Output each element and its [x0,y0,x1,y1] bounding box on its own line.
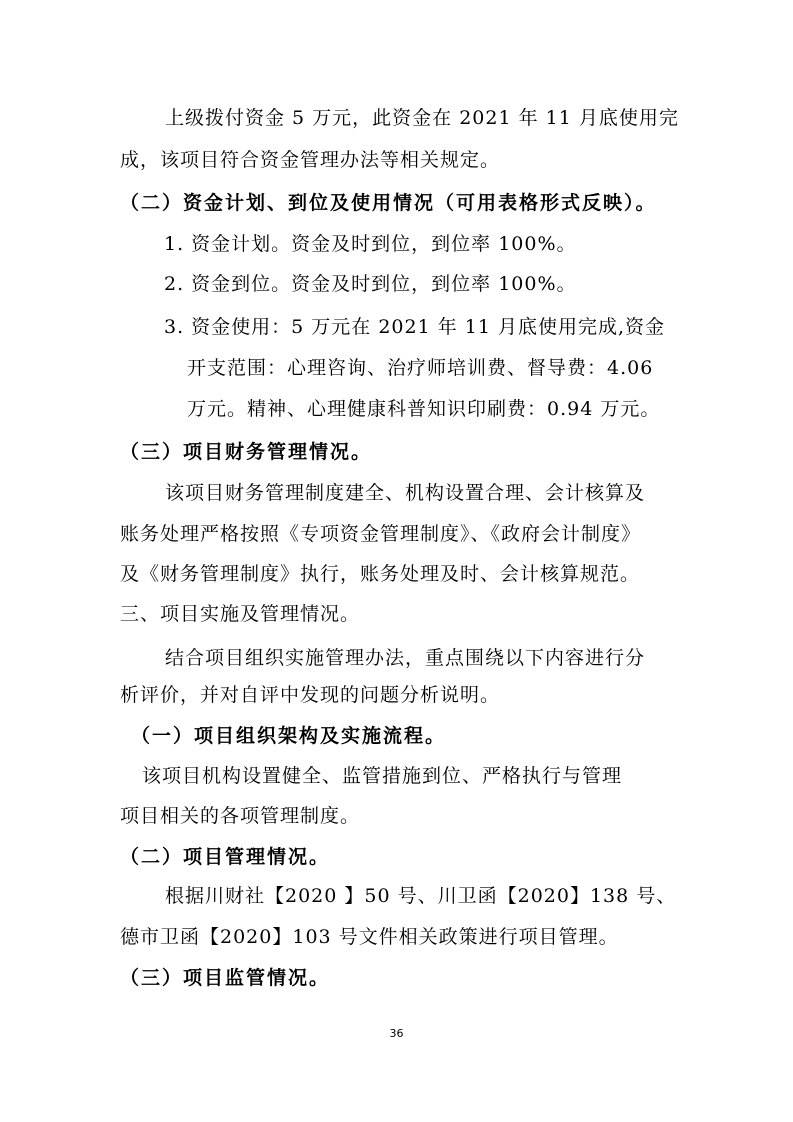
para-section-3-line-2: 析评价，并对自评中发现的问题分析说明。 [120,684,501,706]
list-item-funding-arrival: 2. 资金到位。资金及时到位，到位率 100%。 [164,273,577,295]
para-org-line-2: 项目相关的各项管理制度。 [120,805,361,827]
list-item-funding-usage-line-2: 开支范围：心理咨询、治疗师培训费、督导费：4.06 [187,357,654,379]
list-item-funding-plan: 1. 资金计划。资金及时到位，到位率 100%。 [164,233,577,255]
para-finance-line-1: 该项目财务管理制度建全、机构设置合理、会计核算及 [165,482,646,504]
heading-finance: （三）项目财务管理情况。 [120,441,373,463]
list-item-funding-usage-line-1: 3. 资金使用：5 万元在 2021 年 11 月底使用完成,资金 [164,316,666,338]
page-number: 36 [389,1027,404,1040]
list-item-funding-usage-line-3: 万元。精神、心理健康科普知识印刷费：0.94 万元。 [187,398,661,420]
heading-org: （一）项目组织架构及实施流程。 [131,725,447,747]
para-management-line-2: 德市卫函【2020】103 号文件相关政策进行项目管理。 [120,926,619,948]
para-org-line-1: 该项目机构设置健全、监管措施到位、严格执行与管理 [142,765,623,787]
para-finance-line-2: 账务处理严格按照《专项资金管理制度》、《政府会计制度》 [120,523,642,545]
heading-management: （二）项目管理情况。 [120,846,331,868]
heading-supervision: （三）项目监管情况。 [120,967,331,989]
heading-funding-plan: （二）资金计划、到位及使用情况（可用表格形式反映）。 [120,192,657,214]
heading-section-3: 三、项目实施及管理情况。 [120,603,361,625]
para-funding-source-line-1: 上级拨付资金 5 万元，此资金在 2021 年 11 月底使用完 [165,107,679,129]
para-funding-source-line-2: 成，该项目符合资金管理办法等相关规定。 [120,149,501,171]
para-section-3-line-1: 结合项目组织实施管理办法，重点围绕以下内容进行分 [165,647,646,669]
para-finance-line-3: 及《财务管理制度》执行，账务处理及时、会计核算规范。 [120,563,641,585]
para-management-line-1: 根据川财社【2020 】50 号、川卫函【2020】138 号、 [165,885,677,907]
